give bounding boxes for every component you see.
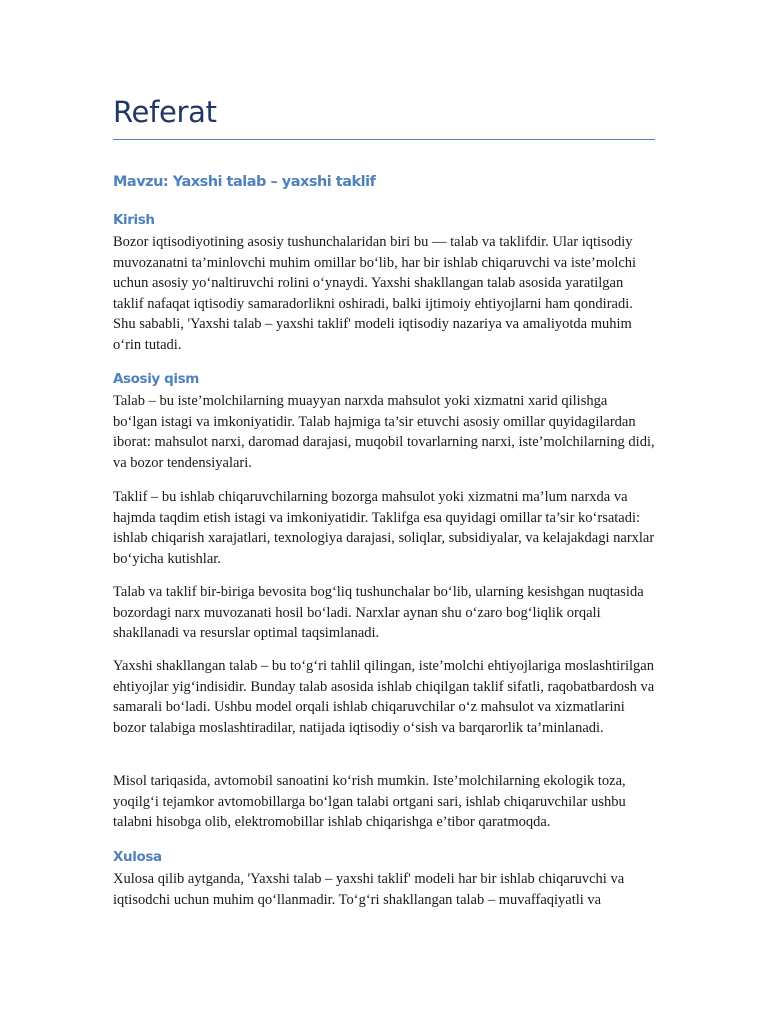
paragraph: Talab va taklif bir-biriga bevosita bog‘liq tushunchalar bo‘lib, ularning kesishgan nuqtasida bozordagi narx muvozanati hosil bo‘ladi. Narxlar aynan shu o‘zaro bog‘liqlik orqali shakllanadi va resurslar optimal taqsimlanadi. (113, 584, 644, 642)
section-heading-asosiy-qism: Asosiy qism (113, 371, 199, 387)
paragraph: Talab – bu iste’molchilarning muayyan narxda mahsulot yoki xizmatni xarid qilishga bo‘lgan istagi va imkoniyatidir. Talab hajmiga ta’sir etuvchi asosiy omillar quyidagilardan iborat: mahsulot narxi, daromad darajasi, muqobil tovarlarning narxi, iste’molchilarning didi, va bozor tendensiyalari. (113, 393, 655, 471)
document-title: Referat (113, 95, 217, 129)
topic-heading: Mavzu: Yaxshi talab – yaxshi taklif (113, 174, 376, 190)
paragraph: Misol tariqasida, avtomobil sanoatini ko‘rish mumkin. Iste’molchilarning ekologik toza, yoqilg‘i tejamkor avtomobillarga bo‘lgan talabi ortgani sari, ishlab chiqaruvchilar ushbu talabni hisobga olib, elektromobillar ishlab chiqarishga e’tibor qaratmoqda. (113, 773, 626, 831)
title-divider (113, 139, 655, 140)
paragraph: Taklif – bu ishlab chiqaruvchilarning bozorga mahsulot yoki xizmatni ma’lum narxda va hajmda taqdim etish istagi va imkoniyatidir. Taklifga esa quyidagi omillar ta’sir ko‘rsatadi: ishlab chiqarish xarajatlari, texnologiya darajasi, soliqlar, subsidiyalar, va kelajakdagi narxlar bo‘yicha kutishlar. (113, 489, 655, 567)
section-heading-xulosa: Xulosa (113, 849, 162, 865)
section-heading-kirish: Kirish (113, 212, 155, 228)
paragraph: Yaxshi shakllangan talab – bu to‘g‘ri tahlil qilingan, iste’molchi ehtiyojlariga moslashtirilgan ehtiyojlar yig‘indisidir. Bunday talab asosida ishlab chiqilgan taklif sifatli, raqobatbardosh va samarali bo‘ladi. Ushbu model orqali ishlab chiqaruvchilar o‘z mahsulot va xizmatlarini bozor talabiga moslashtiradilar, natijada iqtisodiy o‘sish va barqarorlik ta’minlanadi. (113, 658, 655, 736)
paragraph: Bozor iqtisodiyotining asosiy tushunchalaridan biri bu — talab va taklifdir. Ular iqtisodiy muvozanatni ta’minlovchi muhim omillar bo‘lib, har bir ishlab chiqaruvchi va iste’molchi uchun asosiy yo‘naltiruvchi rolini o‘ynaydi. Yaxshi shakllangan talab asosida yaratilgan taklif nafaqat iqtisodiy samaradorlikni oshiradi, balki ijtimoiy ehtiyojlarni ham qondiradi. Shu sababli, 'Yaxshi talab – yaxshi taklif' modeli iqtisodiy nazariya va amaliyotda muhim o‘rin tutadi. (113, 234, 637, 353)
paragraph: Xulosa qilib aytganda, 'Yaxshi talab – yaxshi taklif' modeli har bir ishlab chiqaruvchi va iqtisodchi uchun muhim qo‘llanmadir. To‘g‘ri shakllangan talab – muvaffaqiyatli va (113, 871, 625, 908)
